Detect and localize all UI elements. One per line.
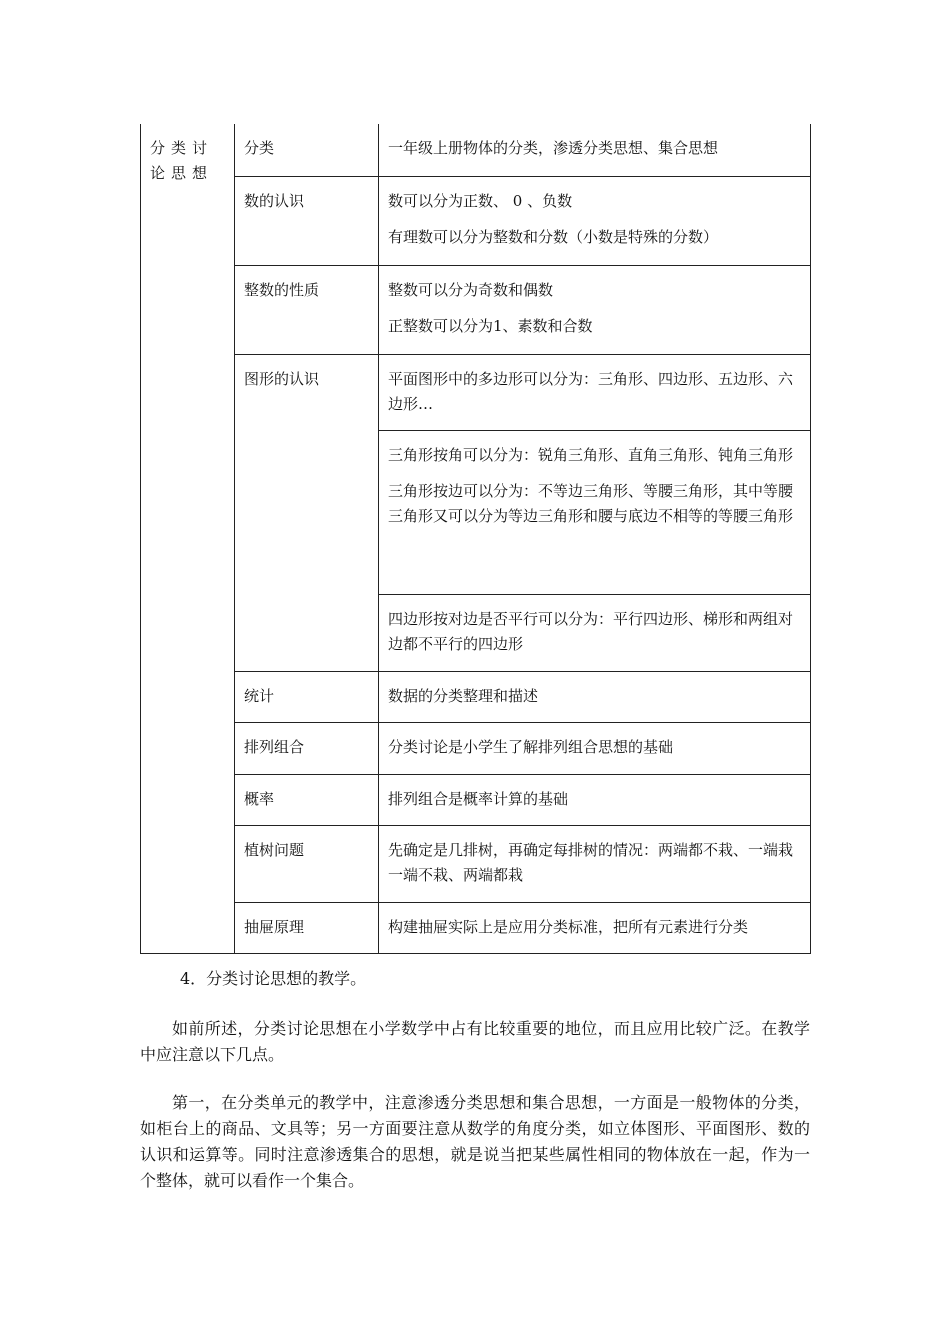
detail-line: 构建抽屉实际上是应用分类标准，把所有元素进行分类: [388, 917, 749, 936]
topic-cell: 植树问题: [235, 825, 379, 902]
detail-cell: [379, 265, 811, 354]
detail-line: 正整数可以分为1、素数和合数: [388, 316, 593, 335]
detail-cell: [379, 594, 811, 671]
detail-cell: [379, 124, 811, 176]
detail-line: 数据的分类整理和描述: [388, 686, 539, 705]
table-row: [141, 774, 811, 825]
topic-cell: 图形的认识: [235, 354, 379, 671]
body-paragraph: 第一，在分类单元的教学中，注意渗透分类思想和集合思想，一方面是一般物体的分类，如柜台上的商品、文具等；另一方面要注意从数学的角度分类，如立体图形、平面图形、数的认识和运算等。同时注意渗透集合的思想，就是说当把某些属性相同的物体放在一起，作为一个整体，就可以看作一个集合。: [140, 1093, 810, 1190]
detail-line: 一年级上册物体的分类，渗透分类思想、集合思想: [388, 139, 719, 157]
table-row: [141, 671, 811, 722]
detail-cell: [379, 774, 811, 825]
topic-cell: 概率: [235, 774, 379, 825]
table-row: [141, 124, 811, 176]
classification-table: [140, 124, 811, 954]
table-row: [141, 354, 811, 430]
table-row: [141, 176, 811, 265]
detail-line: 排列组合是概率计算的基础: [388, 789, 569, 808]
table-row: [141, 722, 811, 774]
detail-line: 有理数可以分为整数和分数（小数是特殊的分数）: [388, 227, 719, 246]
detail-cell: [379, 430, 811, 594]
section-heading: 4．分类讨论思想的教学。: [180, 969, 367, 988]
detail-line: 分类讨论是小学生了解排列组合思想的基础: [388, 737, 674, 756]
detail-line: 平面图形中的多边形可以分为：三角形、四边形、五边形、六边形…: [388, 369, 794, 413]
detail-cell: [379, 825, 811, 902]
table-row: [141, 902, 811, 953]
detail-cell: [379, 671, 811, 722]
detail-line: 四边形按对边是否平行可以分为：平行四边形、梯形和两组对边都不平行的四边形: [388, 609, 794, 653]
topic-cell: 排列组合: [235, 722, 379, 774]
detail-line: 三角形按边可以分为：不等边三角形、等腰三角形，其中等腰三角形又可以分为等边三角形和腰与底边不相等的等腰三角形: [388, 481, 794, 525]
topic-cell: 数的认识: [235, 176, 379, 265]
table-row: [141, 825, 811, 902]
detail-cell: [379, 902, 811, 953]
topic-cell: 抽屉原理: [235, 902, 379, 953]
detail-cell: [379, 722, 811, 774]
detail-line: 先确定是几排树，再确定每排树的情况：两端都不栽、一端栽一端不栽、两端都栽: [388, 840, 794, 884]
topic-cell: 整数的性质: [235, 265, 379, 354]
detail-cell: [379, 354, 811, 430]
body-paragraph: 如前所述，分类讨论思想在小学数学中占有比较重要的地位，而且应用比较广泛。在教学中应注意以下几点。: [140, 1019, 810, 1064]
detail-line: 整数可以分为奇数和偶数: [388, 280, 554, 299]
detail-line: 数可以分为正数、 0 、负数: [388, 191, 573, 210]
detail-cell: [379, 176, 811, 265]
topic-cell: 分类: [235, 124, 379, 176]
table-row: [141, 265, 811, 354]
detail-line: 三角形按角可以分为：锐角三角形、直角三角形、钝角三角形: [388, 445, 794, 464]
category-cell: 分类讨论思想: [141, 124, 235, 953]
topic-cell: 统计: [235, 671, 379, 722]
